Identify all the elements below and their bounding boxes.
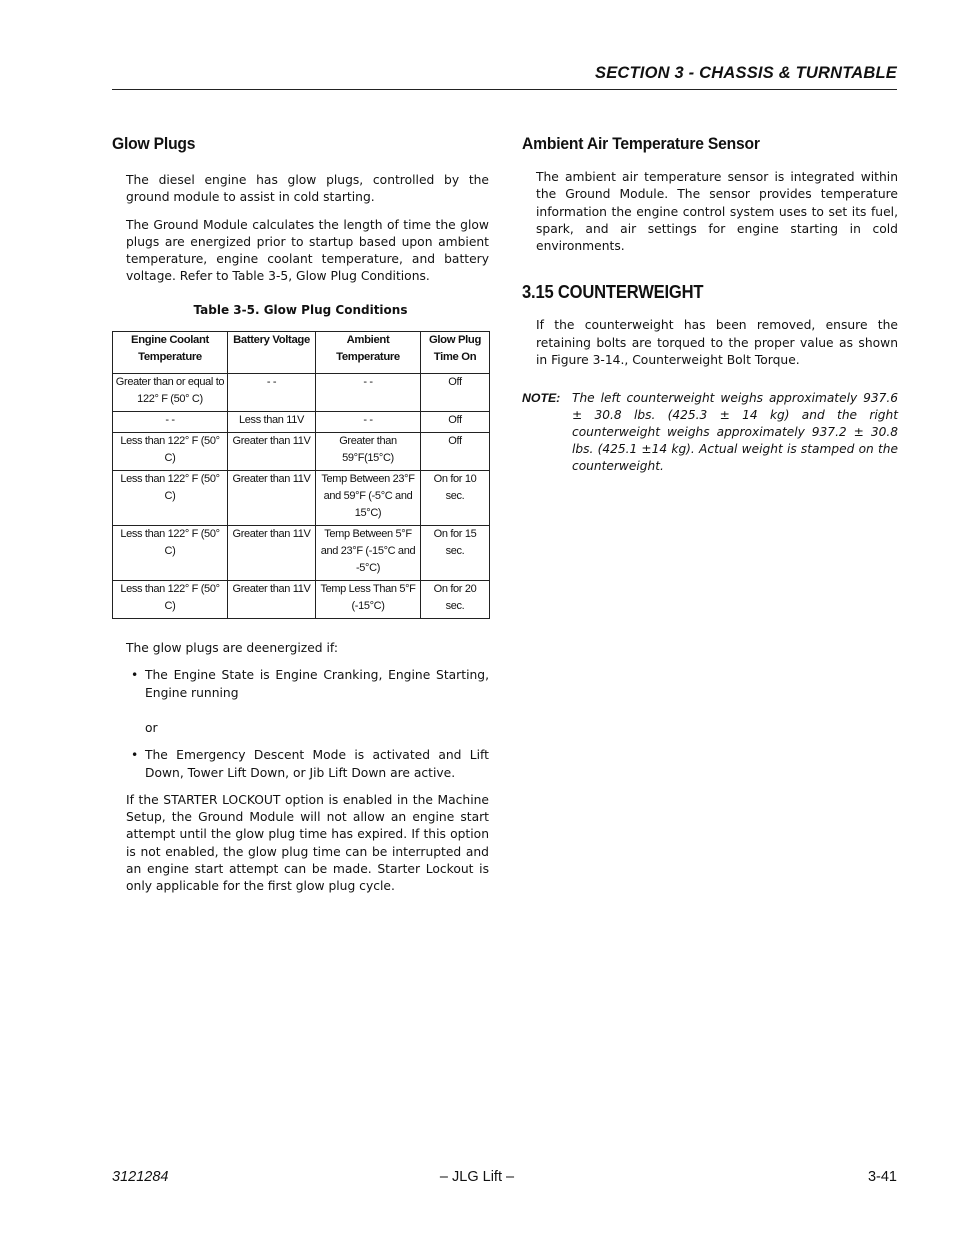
table-row bbox=[113, 412, 490, 433]
table-row bbox=[113, 526, 490, 581]
or-text: or bbox=[145, 720, 158, 735]
glow-plugs-heading: Glow Plugs bbox=[112, 134, 196, 153]
cell-coolant: Less than 122° F (50° C) bbox=[113, 581, 228, 619]
glow-plugs-calculation: The Ground Module calculates the length of time the glow plugs are energized prior to startup based upon ambient temperature, engine coolant temperature, and battery voltage. Refer to Table 3-5, Glow Plug Conditions. bbox=[126, 217, 489, 284]
bullet-text: The Emergency Descent Mode is activated and Lift Down, Tower Lift Down, or Jib Lift Down are active. bbox=[145, 748, 489, 780]
note-text: The left counterweight weighs approximately 937.6 ± 30.8 lbs. (425.3 ± 14 kg) and the right counterweight weighs approximately 937.2 ± 30.8 lbs. (425.1 ±14 kg). Actual weight is stamped on the counterweight. bbox=[572, 391, 898, 474]
col-header-time-on: Glow Plug Time On bbox=[421, 332, 490, 374]
col-header-ambient: Ambient Temperature bbox=[316, 332, 421, 374]
cell-battery: Greater than 11V bbox=[228, 581, 316, 619]
counterweight-heading: 3.15 COUNTERWEIGHT bbox=[522, 282, 704, 303]
cell-time-on: Off bbox=[421, 433, 490, 471]
cell-time-on: Off bbox=[421, 412, 490, 433]
table-body bbox=[113, 374, 490, 619]
bullet-icon: • bbox=[131, 748, 139, 763]
section-title: SECTION 3 - CHASSIS & TURNTABLE bbox=[595, 64, 897, 82]
header-divider bbox=[112, 89, 897, 90]
bullet-text: The Engine State is Engine Cranking, Engine Starting, Engine running bbox=[145, 668, 489, 700]
cell-coolant: Less than 122° F (50° C) bbox=[113, 526, 228, 581]
cell-battery: - - bbox=[228, 374, 316, 412]
cell-ambient: - - bbox=[316, 374, 421, 412]
ambient-sensor-heading: Ambient Air Temperature Sensor bbox=[522, 134, 760, 153]
deenergized-intro: The glow plugs are deenergized if: bbox=[126, 641, 338, 656]
cell-coolant: Greater than or equal to 122° F (50° C) bbox=[113, 374, 228, 412]
cell-battery: Greater than 11V bbox=[228, 433, 316, 471]
document-number: 3121284 bbox=[112, 1169, 169, 1185]
cell-ambient: Greater than 59°F(15°C) bbox=[316, 433, 421, 471]
glow-plug-conditions-table bbox=[112, 331, 490, 619]
col-header-battery: Battery Voltage bbox=[228, 332, 316, 374]
table-caption: Table 3-5. Glow Plug Conditions bbox=[193, 302, 408, 317]
table-row bbox=[113, 433, 490, 471]
table-row bbox=[113, 581, 490, 619]
starter-lockout-paragraph: If the STARTER LOCKOUT option is enabled in the Machine Setup, the Ground Module will not allow an engine start attempt until the glow plug time has expired. If this option is not enabled, the glow plug time can be interrupted and an engine start attempt can be made. Starter Lockout is only applicable for the first glow plug cycle. bbox=[126, 792, 489, 894]
counterweight-note bbox=[522, 390, 898, 475]
cell-coolant: - - bbox=[113, 412, 228, 433]
left-column bbox=[112, 134, 489, 896]
cell-time-on: On for 10 sec. bbox=[421, 471, 490, 526]
deenergize-conditions-list-2 bbox=[112, 747, 489, 782]
right-column bbox=[522, 134, 898, 475]
table-header-row bbox=[113, 332, 490, 374]
cell-battery: Greater than 11V bbox=[228, 526, 316, 581]
note-label: NOTE: bbox=[522, 391, 561, 406]
bullet-icon: • bbox=[131, 668, 139, 683]
ambient-sensor-paragraph: The ambient air temperature sensor is integrated within the Ground Module. The sensor provides temperature information the engine control system uses to set its fuel, spark, and air settings for engine starting in cold environments. bbox=[536, 170, 898, 254]
table-row bbox=[113, 374, 490, 412]
cell-battery: Greater than 11V bbox=[228, 471, 316, 526]
list-item bbox=[112, 667, 489, 702]
cell-ambient: - - bbox=[316, 412, 421, 433]
table-row bbox=[113, 471, 490, 526]
cell-ambient: Temp Less Than 5°F (-15°C) bbox=[316, 581, 421, 619]
publisher-name: – JLG Lift – bbox=[439, 1169, 515, 1185]
page-number: 3-41 bbox=[867, 1169, 897, 1185]
cell-time-on: On for 15 sec. bbox=[421, 526, 490, 581]
cell-ambient: Temp Between 5°F and 23°F (-15°C and -5°C) bbox=[316, 526, 421, 581]
counterweight-paragraph: If the counterweight has been removed, ensure the retaining bolts are torqued to the proper value as shown in Figure 3-14., Counterweight Bolt Torque. bbox=[536, 318, 898, 368]
cell-time-on: On for 20 sec. bbox=[421, 581, 490, 619]
list-item bbox=[112, 747, 489, 782]
col-header-coolant: Engine Coolant Temperature bbox=[113, 332, 228, 374]
cell-coolant: Less than 122° F (50° C) bbox=[113, 471, 228, 526]
glow-plugs-intro: The diesel engine has glow plugs, controlled by the ground module to assist in cold starting. bbox=[126, 173, 489, 205]
cell-battery: Less than 11V bbox=[228, 412, 316, 433]
cell-ambient: Temp Between 23°F and 59°F (-5°C and 15°C) bbox=[316, 471, 421, 526]
cell-time-on: Off bbox=[421, 374, 490, 412]
cell-coolant: Less than 122° F (50° C) bbox=[113, 433, 228, 471]
deenergize-conditions-list bbox=[112, 667, 489, 702]
